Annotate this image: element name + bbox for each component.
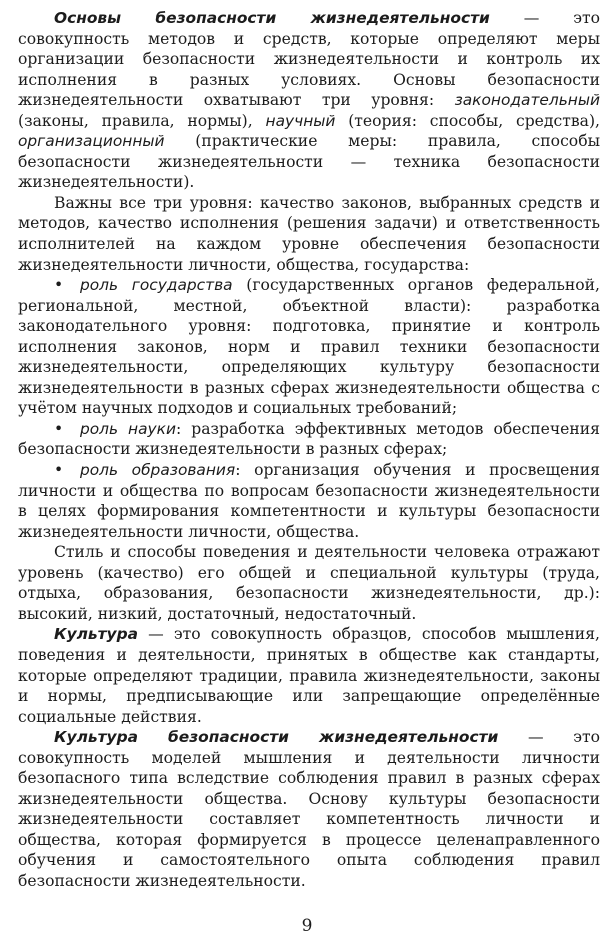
paragraph-definition-kultura xyxy=(18,624,600,727)
term-nauchny: научный xyxy=(265,111,336,130)
bullet-icon: • xyxy=(54,419,64,438)
term-rol-nauki: роль науки xyxy=(80,419,176,438)
paragraph-style xyxy=(18,542,600,624)
text-run: (теория: способы, средства), xyxy=(335,111,600,130)
term-organizatsionny: организационный xyxy=(18,132,165,151)
bullet-item-nauka xyxy=(18,419,600,460)
bullet-item-gosudarstvo xyxy=(18,275,600,419)
bullet-icon: • xyxy=(54,461,64,480)
page-body xyxy=(18,8,600,892)
text-run: — это совокупность образцов, способов мышления, поведения и деятельности, принятых в обществе как стандарты, которые определяют традиции, правила жизнедеятельности, законы и нормы, предписывающие или запрещающие определённые социальные действия. xyxy=(18,625,600,726)
text-run: (законы, правила, нормы), xyxy=(18,111,266,130)
term-rol-gosudarstva: роль государства xyxy=(80,276,233,295)
text-run: : разработка эффективных методов обеспечения безопасности жизнедеятельности в разных сферах; xyxy=(18,419,600,459)
bullet-icon: • xyxy=(54,276,64,295)
text-run: (государственных органов федеральной, региональной, местной, объектной власти): разработка законодательного уровня: подготовка, принятие и контроль исполнения законов, норм и правил техники безопасности жизнедеятельности, определяющих культуру безопасности жизнедеятельности в разных сферах жизнедеятельности общества с учётом научных подходов и социальных требований; xyxy=(18,276,600,418)
text-run: — это совокупность методов и средств, которые определяют меры организации безопасности жизнедеятельности и контроль их исполнения в разных условиях. Основы безопасности жизнедеятельности охватывают три уровня: xyxy=(18,9,600,110)
text-run: (практические меры: правила, способы безопасности жизнедеятельности — техника безопасности жизнедеятельности). xyxy=(18,132,600,192)
page-number: 9 xyxy=(301,916,313,936)
text-run: Стиль и способы поведения и деятельности человека отражают уровень (качество) его общей и специальной культуры (труда, отдыха, образования, безопасности жизнедеятельности, др.): высокий, низкий, достаточный, недостаточный. xyxy=(18,543,600,623)
paragraph-definition-kultura-bzh xyxy=(18,727,600,891)
bullet-item-obrazovanie xyxy=(18,460,600,542)
term-kultura-bzh: Культура безопасности жизнедеятельности xyxy=(54,728,499,747)
text-run: : организация обучения и просвещения личности и общества по вопросам безопасности жизнедеятельности в целях формирования компетентности и культуры безопасности жизнедеятельности личности, общества. xyxy=(18,461,600,541)
term-kultura: Культура xyxy=(54,625,138,644)
paragraph-levels xyxy=(18,193,600,275)
term-rol-obrazovaniya: роль образования xyxy=(80,461,236,480)
text-run: — это совокупность моделей мышления и деятельности личности безопасного типа вследствие соблюдения правил в разных сферах жизнедеятельности общества. Основу культуры безопасности жизнедеятельности составляет компетентность личности и общества, которая формируется в процессе целенаправленного обучения и самостоятельного опыта соблюдения правил безопасности жизнедеятельности. xyxy=(18,728,600,890)
term-osnovy: Основы безопасности жизнедеятельности xyxy=(54,9,490,27)
text-run: Важны все три уровня: качество законов, выбранных средств и методов, качество исполнения (решения задачи) и ответственность исполнителей на каждом уровне обеспечения безопасности жизнедеятельности личности, общества, государства: xyxy=(18,193,600,274)
term-zakonodatelny: законодательный xyxy=(454,91,600,110)
paragraph-definition-osnovy xyxy=(18,8,600,193)
